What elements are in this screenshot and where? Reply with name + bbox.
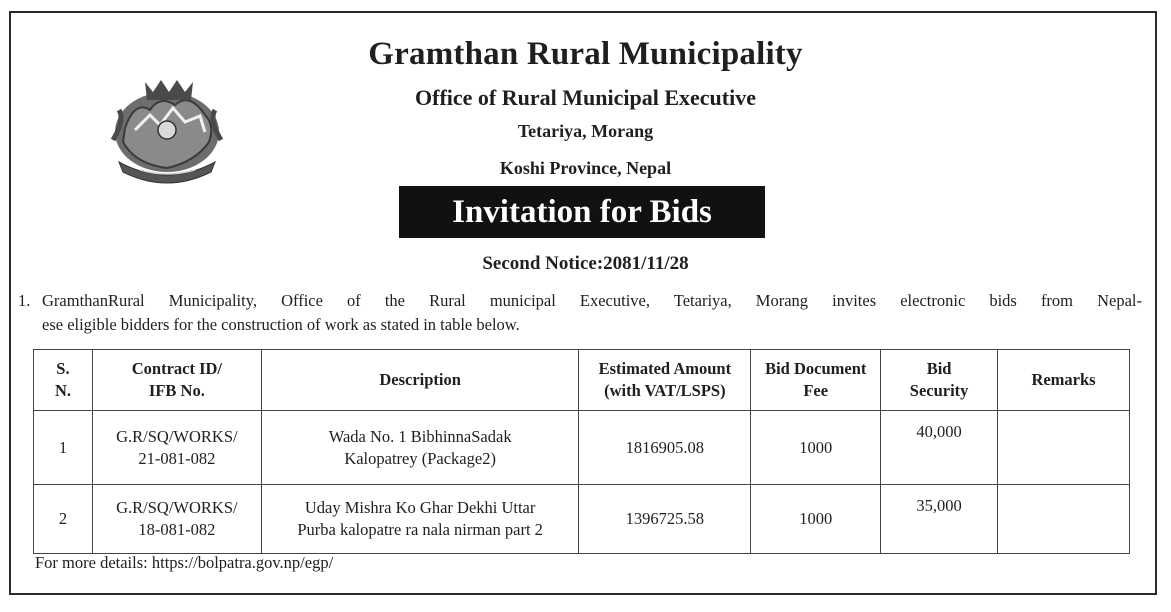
cell-fee: 1000 (751, 411, 881, 485)
cell-sn: 2 (34, 485, 93, 554)
office-province: Koshi Province, Nepal (499, 158, 672, 178)
cell-description: Uday Mishra Ko Ghar Dekhi Uttar Purba kalopatre ra nala nirman part 2 (261, 485, 579, 554)
invitation-banner: Invitation for Bids (399, 186, 765, 238)
office-location: Tetariya, Morang (517, 121, 654, 141)
header-remarks: Remarks (998, 350, 1130, 411)
cell-sn: 1 (34, 411, 93, 485)
cell-remarks (998, 411, 1130, 485)
header-contract-id: Contract ID/ IFB No. (92, 350, 261, 411)
notice-date: Second Notice:2081/11/28 (482, 253, 689, 274)
cell-description: Wada No. 1 BibhinnaSadak Kalopatrey (Package2) (261, 411, 579, 485)
cell-remarks (998, 485, 1130, 554)
header-estimated-amount: Estimated Amount (with VAT/LSPS) (579, 350, 751, 411)
footer-details: For more details: https://bolpatra.gov.np/egp/ (35, 553, 334, 572)
bids-table (33, 349, 1130, 554)
table-row (34, 485, 1130, 554)
table-header-row (34, 350, 1130, 411)
table-row (34, 411, 1130, 485)
header-bid-security: Bid Security (881, 350, 998, 411)
cell-contract-id: G.R/SQ/WORKS/ 18-081-082 (92, 485, 261, 554)
cell-fee: 1000 (751, 485, 881, 554)
office-title: Office of Rural Municipal Executive (415, 85, 756, 110)
municipality-title: Gramthan Rural Municipality (368, 36, 803, 72)
paragraph-line-1: GramthanRural Municipality, Office of the Rural municipal Executive, Tetariya, Morang invites electronic bids from Nepal- (42, 291, 1142, 310)
cell-amount: 1396725.58 (579, 485, 751, 554)
item-number: 1. (18, 291, 31, 310)
paragraph-line-2: ese eligible bidders for the construction of work as stated in table below. (42, 315, 520, 334)
cell-security: 40,000 (881, 411, 998, 485)
cell-security: 35,000 (881, 485, 998, 554)
cell-contract-id: G.R/SQ/WORKS/ 21-081-082 (92, 411, 261, 485)
header-bid-document-fee: Bid Document Fee (751, 350, 881, 411)
header-description: Description (261, 350, 579, 411)
header-sn: S. N. (34, 350, 93, 411)
cell-amount: 1816905.08 (579, 411, 751, 485)
intro-paragraph (18, 289, 1142, 337)
